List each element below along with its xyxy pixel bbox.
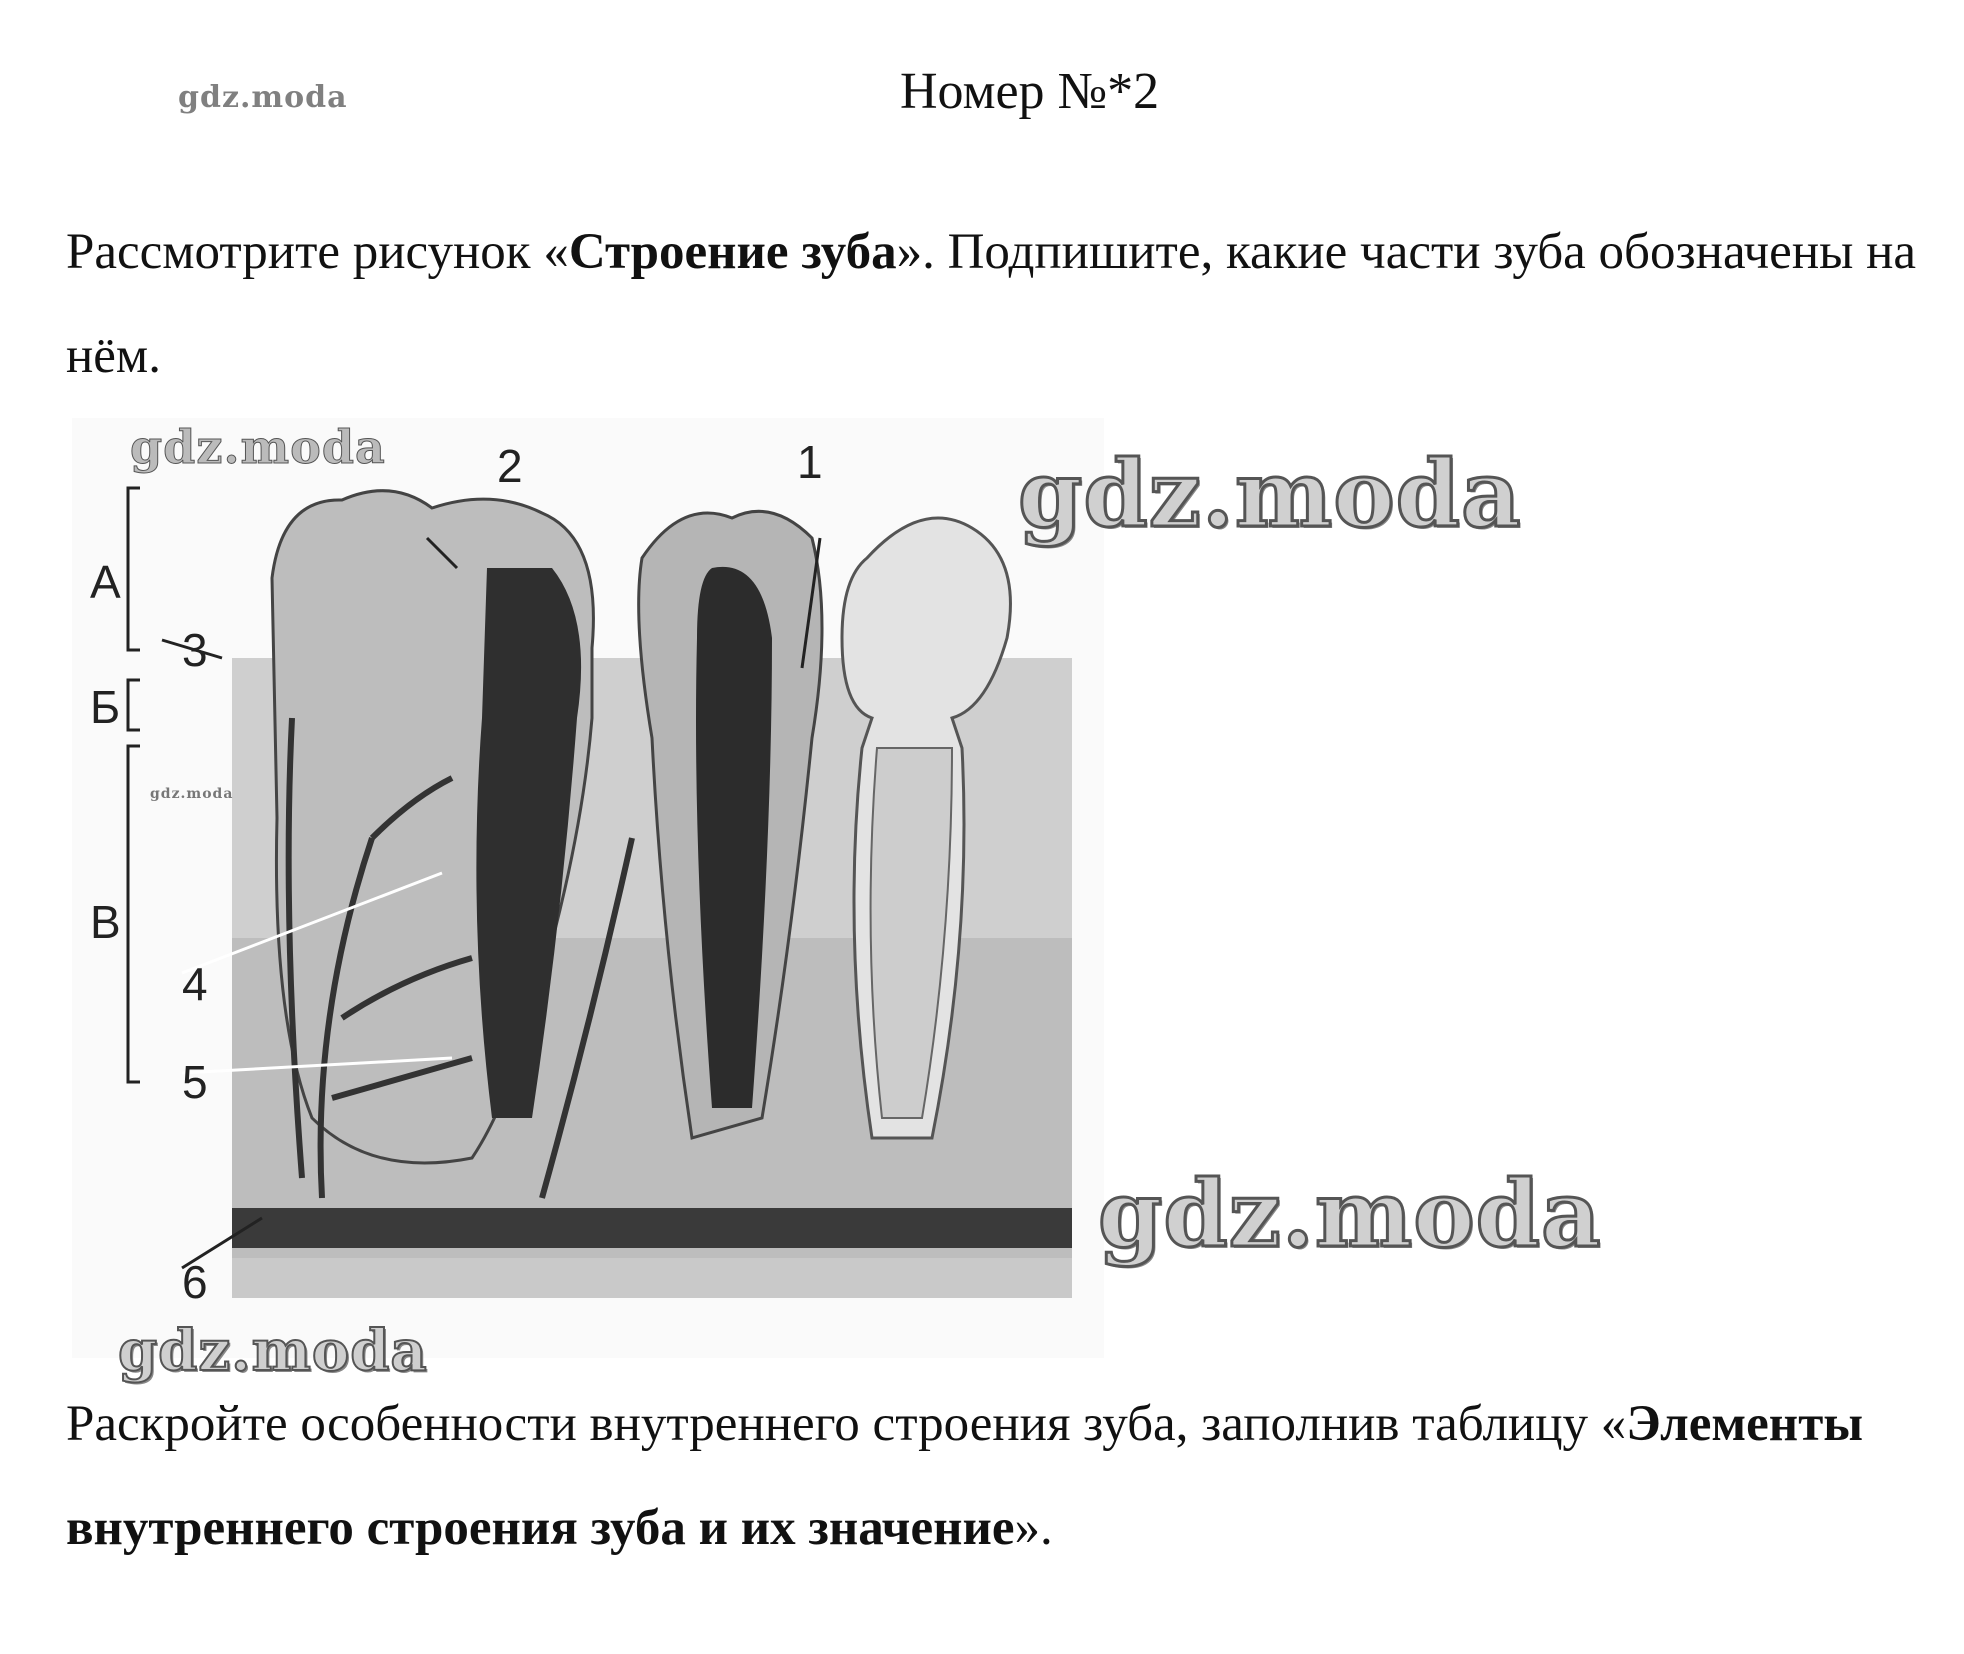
bracket-B: [128, 680, 140, 730]
label-5: 5: [182, 1056, 208, 1108]
bracket-A: [128, 488, 140, 650]
tooth-diagram: [72, 418, 1104, 1358]
page-title: Номер №*2: [900, 63, 1160, 120]
task-1-suffix: ». Подпишите, какие части зуба обозначены на нём.: [66, 224, 1917, 384]
task-1-bold: Строение зуба: [568, 224, 897, 280]
label-4: 4: [182, 958, 208, 1010]
label-A: А: [90, 556, 121, 608]
watermark-logo-bottom-left: gdz.moda: [118, 1318, 428, 1384]
label-B: Б: [90, 681, 121, 733]
watermark-logo-large-1: gdz.moda: [1018, 440, 1522, 548]
task-2-prefix: Раскройте особенности внутреннего строения зуба, заполнив таблицу «: [66, 1396, 1627, 1452]
label-1: 1: [797, 436, 823, 488]
bone-base: [232, 1258, 1072, 1298]
label-V: В: [90, 896, 121, 948]
task-2-bold: Элементы внутреннего строения зуба и их значение: [66, 1396, 1864, 1556]
watermark-logo-figure-small: gdz.moda: [150, 786, 234, 802]
task-2-text: [66, 1372, 1926, 1580]
task-2-suffix: ».: [1014, 1500, 1053, 1556]
watermark-logo-large-2: gdz.moda: [1098, 1160, 1602, 1268]
watermark-logo-header: gdz.moda: [178, 80, 348, 115]
label-3: 3: [182, 624, 208, 676]
label-2: 2: [497, 440, 523, 492]
watermark-logo-figure-top: gdz.moda: [130, 420, 386, 474]
task-1-prefix: Рассмотрите рисунок «: [66, 224, 569, 280]
tooth-structure-figure: [72, 418, 1104, 1358]
bracket-V: [128, 746, 140, 1082]
label-6: 6: [182, 1256, 208, 1308]
task-1-text: [66, 200, 1926, 408]
nerve-vessel-band: [232, 1208, 1072, 1248]
